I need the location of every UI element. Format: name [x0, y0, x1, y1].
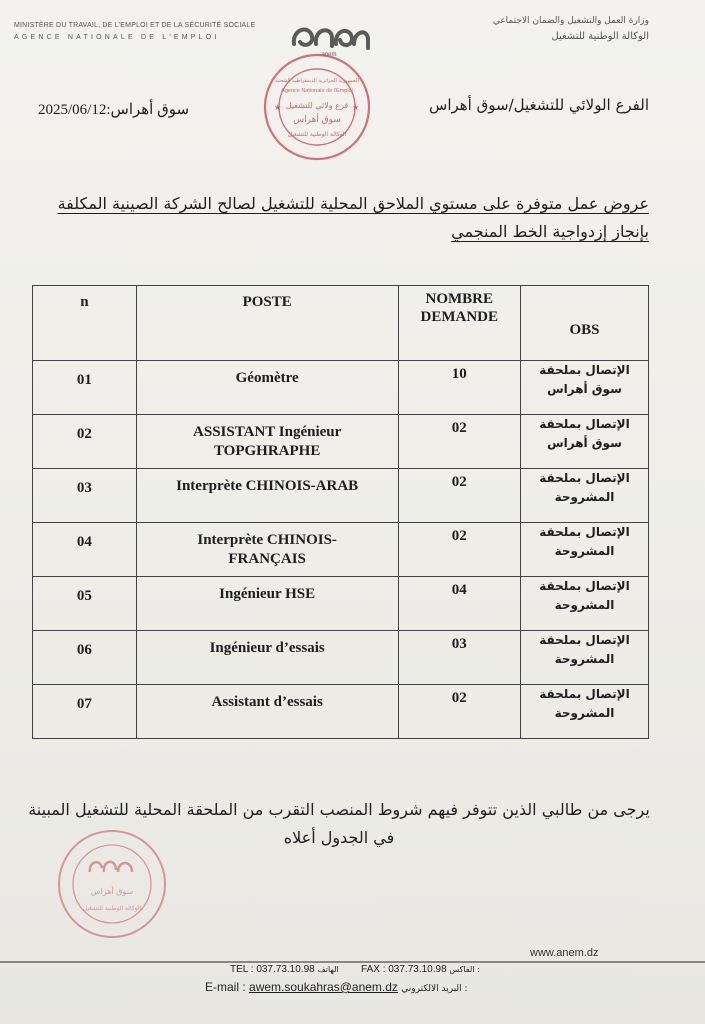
contact-phone-fax — [230, 964, 480, 975]
cell-poste — [136, 685, 398, 739]
stamp-star-icon: ★ — [352, 103, 360, 112]
title-line-1: عروض عمل متوفرة على مستوي الملاحق المحلية للتشغيل لصالح الشركة الصينية المكلفة — [57, 194, 649, 213]
document-title — [9, 190, 649, 246]
header-nombre — [398, 286, 520, 361]
cell-obs — [520, 361, 648, 415]
obs-line2: سوق أهراس — [547, 436, 622, 450]
obs-line2: المشروحة — [554, 490, 615, 504]
stamp-line-branch: فرع ولائي للتشغيل — [285, 101, 349, 110]
tel-label: TEL : — [230, 964, 254, 975]
footer-divider — [0, 961, 705, 963]
poste-line1: Interprète CHINOIS- — [197, 532, 337, 548]
obs-line1: الإتصال بملحقة — [539, 687, 630, 701]
fax-label-ar: الفاكس : — [449, 965, 480, 974]
obs-line1: الإتصال بملحقة — [539, 363, 630, 377]
header-poste: POSTE — [136, 286, 398, 361]
ministry-name-fr: MINISTÈRE DU TRAVAIL, DE L'EMPLOI ET DE LA SÉCURITÉ SOCIALE — [14, 22, 256, 29]
obs-line2: المشروحة — [554, 544, 615, 558]
cell-poste — [136, 523, 398, 577]
cell-nombre: 02 — [398, 415, 520, 469]
poste-line1: Assistant d’essais — [211, 694, 323, 710]
tel-number: 037.73.10.98 — [256, 964, 315, 975]
notice-line-2: في الجدول أعلاه — [283, 828, 395, 847]
logo-wordmark: anem — [321, 52, 337, 58]
cell-n: 03 — [33, 469, 137, 523]
official-stamp-top — [262, 52, 372, 167]
cell-obs — [520, 685, 648, 739]
notice-line-1: يرجى من طالبي الذين تتوفر فيهم شروط المنصب التقرب من الملحقة المحلية للتشغيل المبينة — [28, 800, 650, 819]
issuing-branch: الفرع الولائي للتشغيل/سوق أهراس — [429, 96, 649, 114]
poste-line1: Interprète CHINOIS-ARAB — [176, 478, 359, 494]
ministry-name-ar: وزارة العمل والتشغيل والضمان الاجتماعي — [492, 16, 649, 26]
cell-obs — [520, 523, 648, 577]
agency-name-ar: الوكالة الوطنية للتشغيل — [551, 31, 649, 42]
poste-line1: ASSISTANT Ingénieur — [193, 424, 342, 440]
table-row — [33, 469, 649, 523]
cell-nombre: 03 — [398, 631, 520, 685]
table-row — [33, 415, 649, 469]
email-label: E-mail : — [205, 980, 246, 994]
stamp-bottom-city: سوق أهراس — [90, 887, 134, 896]
stamp-star-icon: ★ — [274, 103, 282, 112]
obs-line1: الإتصال بملحقة — [539, 633, 630, 647]
cell-obs — [520, 469, 648, 523]
table-row — [33, 631, 649, 685]
website-link[interactable]: www.anem.dz — [530, 947, 599, 959]
stamp-line-city: سوق أهراس — [293, 115, 341, 125]
cell-poste — [136, 415, 398, 469]
cell-poste — [136, 361, 398, 415]
fax-label: FAX : — [361, 964, 386, 975]
title-line-2: بإنجاز إزدواجية الخط المنجمي — [451, 222, 649, 241]
stamp-line-agency-fr: Agence Nationale de l'Emploi — [281, 88, 353, 94]
obs-line1: الإتصال بملحقة — [539, 579, 630, 593]
obs-line1: الإتصال بملحقة — [539, 417, 630, 431]
cell-n: 04 — [33, 523, 137, 577]
poste-line2: FRANÇAIS — [228, 551, 306, 567]
stamp-bottom-agency: الوكالة الوطنية للتشغيل — [82, 905, 142, 912]
cell-nombre: 02 — [398, 523, 520, 577]
cell-nombre: 02 — [398, 469, 520, 523]
table-row — [33, 361, 649, 415]
cell-poste — [136, 631, 398, 685]
cell-n: 05 — [33, 577, 137, 631]
agency-name-fr: AGENCE NATIONALE DE L'EMPLOI — [14, 34, 220, 41]
header-nombre-line1: NOMBRE — [425, 291, 493, 307]
email-address[interactable]: awem.soukahras@anem.dz — [249, 980, 398, 994]
obs-line2: المشروحة — [554, 706, 615, 720]
cell-obs — [520, 577, 648, 631]
table-header-row — [33, 286, 649, 361]
cell-n: 02 — [33, 415, 137, 469]
header-n: n — [33, 286, 137, 361]
poste-line1: Ingénieur HSE — [219, 586, 316, 602]
job-offers-table — [32, 285, 649, 739]
cell-poste — [136, 469, 398, 523]
document-date: سوق أهراس:2025/06/12 — [38, 102, 190, 118]
cell-nombre: 04 — [398, 577, 520, 631]
obs-line1: الإتصال بملحقة — [539, 525, 630, 539]
ministry-header-fr — [14, 20, 255, 44]
cell-n: 06 — [33, 631, 137, 685]
cell-n: 01 — [33, 361, 137, 415]
poste-line1: Géomètre — [235, 370, 299, 386]
ministry-header-ar — [493, 14, 649, 44]
obs-line2: المشروحة — [554, 598, 615, 612]
cell-poste — [136, 577, 398, 631]
fax-number: 037.73.10.98 — [388, 964, 447, 975]
poste-line1: Ingénieur d’essais — [209, 640, 325, 656]
official-stamp-bottom — [56, 828, 168, 945]
obs-line1: الإتصال بملحقة — [539, 471, 630, 485]
obs-line2: المشروحة — [554, 652, 615, 666]
stamp-line-republic: الجمهورية الجزائرية الديمقراطية الشعبية — [275, 78, 359, 84]
table-row — [33, 577, 649, 631]
email-label-ar: البريد الالكتروني : — [401, 984, 468, 994]
poste-line2: TOPGHRAPHE — [213, 443, 321, 459]
stamp-line-agency-ar: الوكالة الوطنية للتشغيل — [287, 131, 347, 138]
table-row — [33, 685, 649, 739]
cell-obs — [520, 631, 648, 685]
header-obs: OBS — [520, 286, 648, 361]
table-row — [33, 523, 649, 577]
header-nombre-line2: DEMANDE — [420, 309, 498, 325]
contact-email — [205, 980, 468, 994]
cell-obs — [520, 415, 648, 469]
tel-label-ar: الهاتف — [317, 965, 339, 974]
cell-nombre: 02 — [398, 685, 520, 739]
obs-line2: سوق أهراس — [547, 382, 622, 396]
cell-n: 07 — [33, 685, 137, 739]
cell-nombre: 10 — [398, 361, 520, 415]
